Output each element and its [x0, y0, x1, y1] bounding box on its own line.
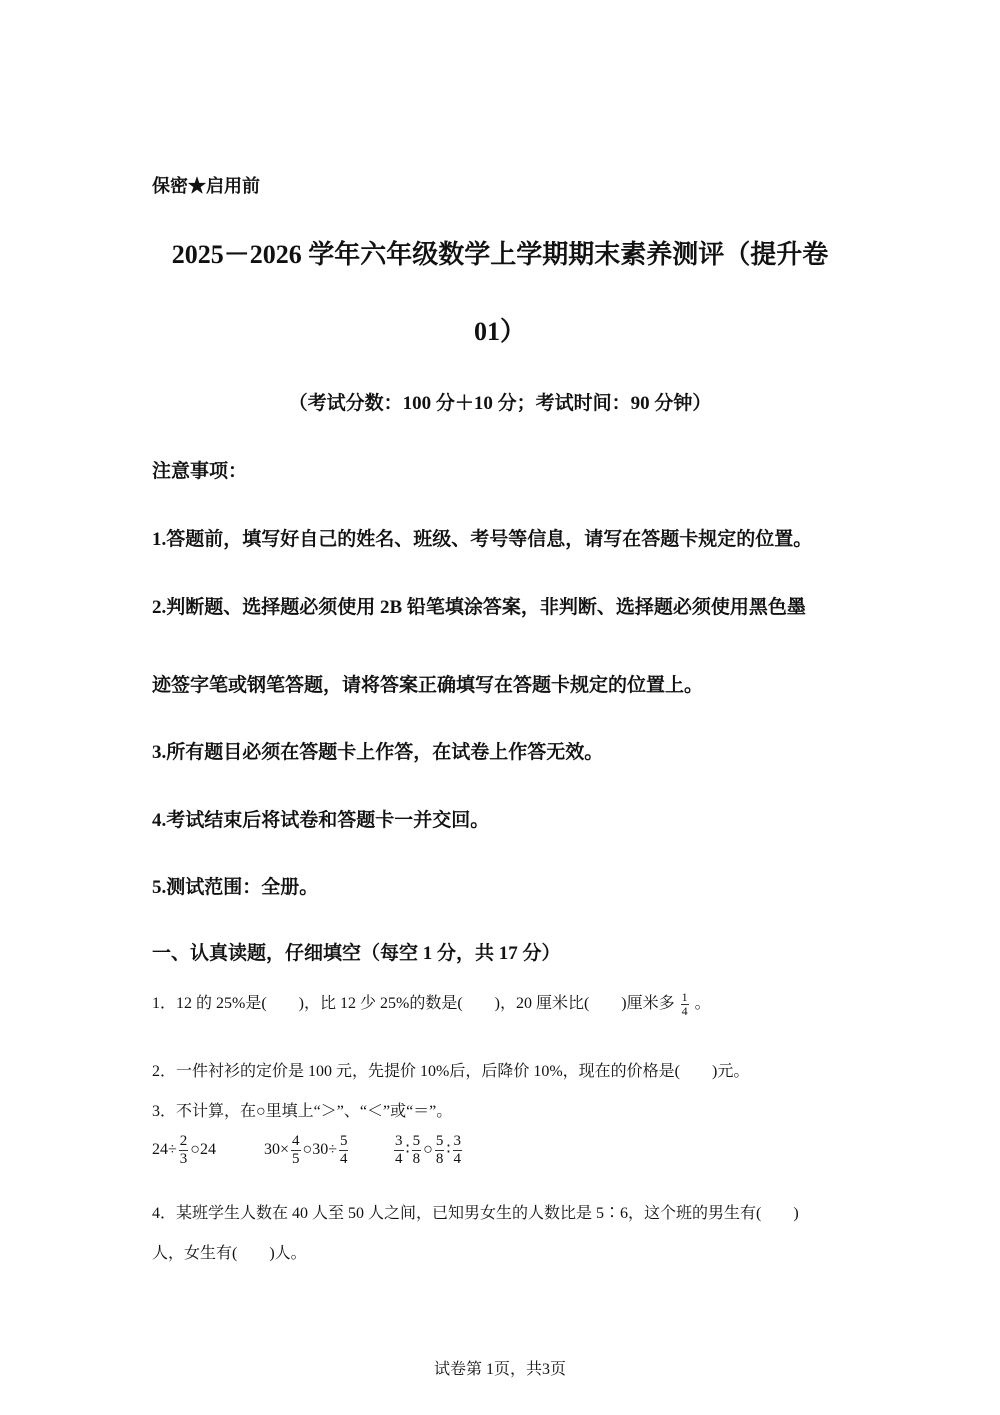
- fraction-denominator: 5: [292, 1151, 300, 1167]
- fraction-numerator: 5: [339, 1133, 348, 1149]
- question-3-item-c: [392, 1133, 464, 1168]
- question-1: [152, 990, 711, 1018]
- question-1-end: 。: [694, 995, 711, 1012]
- fraction-denominator: 8: [412, 1151, 421, 1167]
- section1-heading: 一、认真读题，仔细填空（每空 1 分，共 17 分）: [152, 943, 561, 964]
- fraction-denominator: 8: [435, 1151, 444, 1167]
- note-item-3: 3.所有题目必须在答题卡上作答，在试卷上作答无效。: [152, 742, 604, 763]
- compare-circle: ○: [423, 1141, 433, 1159]
- fraction-denominator: 4: [681, 1003, 688, 1018]
- question-1-fraction: [681, 991, 689, 1018]
- expr-text: 30×: [264, 1141, 290, 1159]
- notes-heading: 注意事项：: [152, 461, 248, 482]
- fraction: [339, 1133, 349, 1168]
- fraction: [412, 1133, 422, 1168]
- fraction-numerator: 2: [179, 1133, 188, 1149]
- page-footer: 试卷第 1页，共3页: [433, 1361, 566, 1378]
- fraction-numerator: 1: [681, 989, 688, 1004]
- fraction: [291, 1133, 301, 1168]
- fraction-denominator: 4: [395, 1151, 403, 1167]
- exam-title-line2: 01）: [473, 317, 526, 346]
- question-4-line2: 人，女生有( )人。: [152, 1245, 307, 1262]
- question-1-text: 1．12 的 25%是( )，比 12 少 25%的数是( )，20 厘米比( )厘米多: [152, 995, 675, 1012]
- fraction-numerator: 3: [453, 1133, 462, 1149]
- fraction: [179, 1133, 189, 1168]
- fraction: [435, 1133, 445, 1168]
- question-3-item-b: [264, 1133, 350, 1168]
- ratio-colon: ∶: [405, 1141, 410, 1159]
- question-2: 2．一件衬衫的定价是 100 元，先提价 10%后，后降价 10%，现在的价格是( )元。: [152, 1063, 750, 1080]
- question-4-line1: 4．某班学生人数在 40 人至 50 人之间，已知男女生的人数比是 5∶6，这个班的男生有( ): [152, 1205, 799, 1222]
- fraction-numerator: 3: [395, 1133, 403, 1149]
- note-item-1: 1.答题前，填写好自己的姓名、班级、考号等信息，请写在答题卡规定的位置。: [152, 529, 813, 550]
- fraction: [453, 1133, 463, 1168]
- note-item-2-line1: 2.判断题、选择题必须使用 2B 铅笔填涂答案，非判断、选择题必须使用黑色墨: [152, 597, 806, 618]
- fraction: [394, 1133, 404, 1168]
- expr-text: ○30÷: [302, 1141, 337, 1159]
- ratio-colon: ∶: [446, 1141, 451, 1159]
- fraction-numerator: 5: [412, 1133, 421, 1149]
- fraction-numerator: 5: [435, 1133, 444, 1149]
- exam-subtitle: （考试分数：100 分＋10 分；考试时间：90 分钟）: [288, 393, 712, 414]
- expr-text: ○24: [190, 1141, 216, 1159]
- fraction-denominator: 4: [339, 1151, 348, 1167]
- question-3: 3．不计算，在○里填上“＞”、“＜”或“＝”。: [152, 1103, 453, 1120]
- note-item-4: 4.考试结束后将试卷和答题卡一并交回。: [152, 810, 490, 831]
- note-item-2-line2: 迹签字笔或钢笔答题，请将答案正确填写在答题卡规定的位置上。: [152, 675, 704, 696]
- confidential-label: 保密★启用前: [152, 176, 260, 196]
- fraction-numerator: 4: [292, 1133, 300, 1149]
- exam-title-line1: 2025－2026 学年六年级数学上学期期末素养测评（提升卷: [171, 240, 829, 269]
- question-3-item-a: [152, 1133, 216, 1168]
- expr-text: 24÷: [152, 1141, 177, 1159]
- note-item-5: 5.测试范围：全册。: [152, 877, 319, 898]
- fraction-denominator: 4: [453, 1151, 462, 1167]
- fraction-denominator: 3: [179, 1151, 188, 1167]
